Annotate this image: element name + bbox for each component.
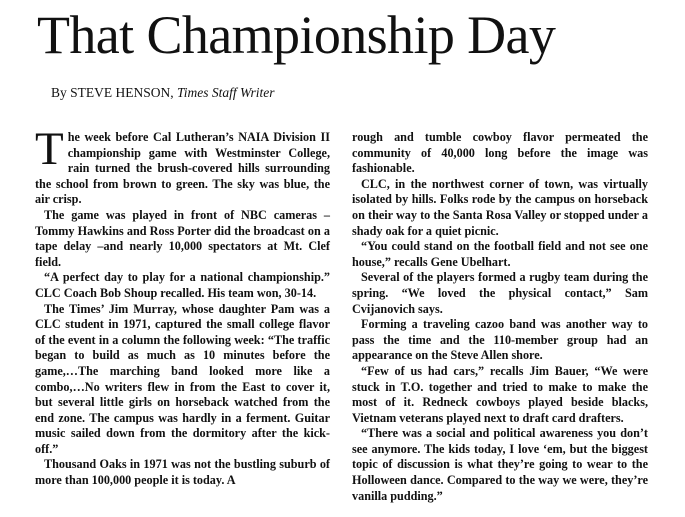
article-paragraph: rough and tumble cowboy flavor permeated the community of 40,000 long before the image was fashionable.	[352, 130, 648, 176]
article-paragraph: “A perfect day to play for a national championship.” CLC Coach Bob Shoup recalled. His team won, 30-14.	[35, 270, 330, 300]
article-paragraph: Forming a traveling cazoo band was another way to pass the time and the 110-member group had an appearance on the Steve Allen shore.	[352, 317, 648, 363]
article-paragraph: “There was a social and political awareness you don’t see anymore. The kids today, I love ‘em, but the biggest topic of discussion is what they’re going to wear to the Holloween dance. Compared to the way we were, they’re vanilla pudding.”	[352, 426, 648, 503]
byline-author: By STEVE HENSON,	[51, 85, 178, 100]
article-paragraph: Several of the players formed a rugby team during the spring. “We loved the physical contact,” Sam Cvijanovich says.	[352, 270, 648, 316]
headline: That Championship Day	[37, 5, 556, 65]
article-column-left	[35, 123, 330, 489]
byline	[51, 85, 275, 101]
paragraph-text: he week before Cal Lutheran’s NAIA Division II championship game with Westminster College, rain turned the brush-covered hills surrounding the school from brown to green. The sky was blue, the air crisp.	[35, 130, 330, 207]
article-paragraph: “You could stand on the football field and not see one house,” recalls Gene Ubelhart.	[352, 239, 648, 269]
article-paragraph: CLC, in the northwest corner of town, was virtually isolated by hills. Folks rode by the campus on horseback on their way to the Santa Rosa Valley or stopped under a shady oak for a quiet picnic.	[352, 176, 648, 238]
article-paragraph	[35, 123, 330, 208]
article-column-right	[352, 130, 648, 504]
article-paragraph: Thousand Oaks in 1971 was not the bustling suburb of more than 100,000 people it is today. A	[35, 457, 330, 488]
article-paragraph: “Few of us had cars,” recalls Jim Bauer, “We were stuck in T.O. together and tried to make to make the most of it. Redneck cowboys played beside blacks, Vietnam veterans played next to draft card drafters.	[352, 363, 648, 425]
article-paragraph: The game was played in front of NBC cameras – Tommy Hawkins and Ross Porter did the broadcast on a tape delay –and nearly 10,000 spectators at Mt. Clef field.	[35, 207, 330, 269]
drop-cap: T	[35, 123, 64, 175]
byline-role: Times Staff Writer	[177, 85, 275, 100]
article-paragraph: The Times’ Jim Murray, whose daughter Pam was a CLC student in 1971, captured the small college flavor of the event in a column the following week: “The traffic began to build as much as 10 minutes before the game,…The marching band looked more like a combo,…No writers flew in from the East to cover it, but several little girls on horseback watched from the end zone. The campus was hardly in a ferment. Guitar music sailed down from the dormitory after the kick-off.”	[35, 301, 330, 456]
